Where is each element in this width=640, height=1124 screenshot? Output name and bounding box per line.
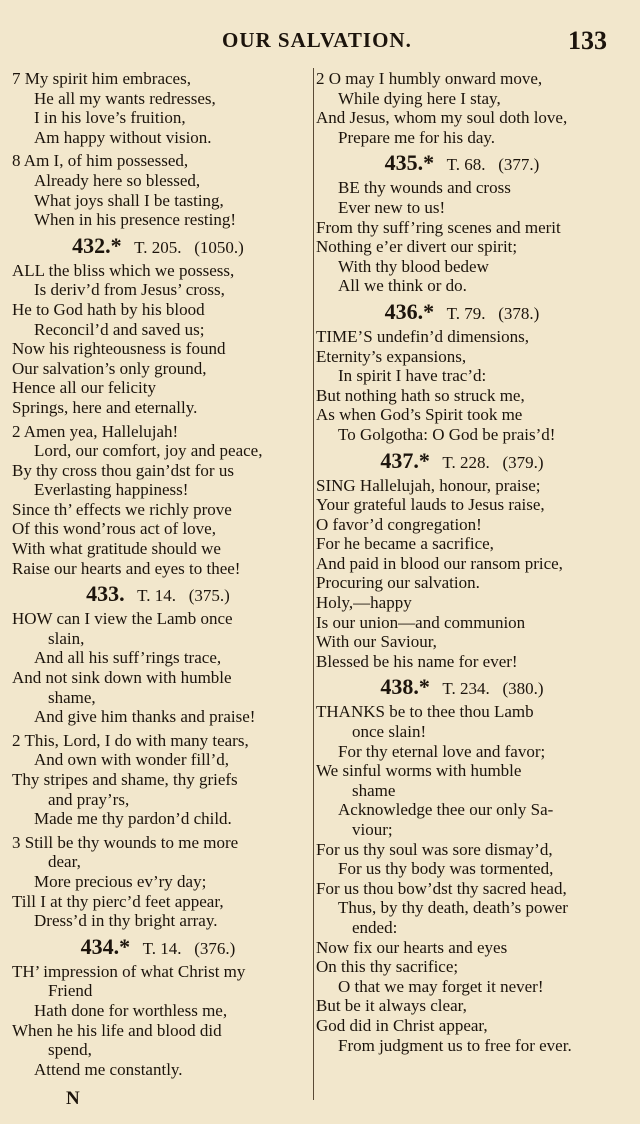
running-title: OUR SALVATION. (222, 28, 412, 52)
verse-line: Am happy without vision. (34, 127, 212, 147)
verse-line: O that we may forget it never! (338, 976, 544, 996)
hymn-433 (12, 609, 304, 931)
verse-line: 2 O may I humbly onward move, (316, 69, 543, 88)
hymn-ref: (376.) (194, 938, 236, 958)
hymn-tune: T. 79. (446, 303, 486, 323)
verse-line: Thy stripes and shame, thy griefs (12, 770, 238, 789)
signature-mark: N (66, 1088, 80, 1109)
verse-line: And Jesus, whom my soul doth love, (316, 108, 568, 128)
verse-line: ALL the bliss which we possess, (12, 260, 235, 280)
hymn-number: 432.* (72, 232, 122, 258)
verse-line: O favor’d congregation! (316, 514, 482, 534)
right-column (316, 69, 608, 1055)
hymn-ref: (378.) (498, 303, 540, 323)
verse-line: Raise our hearts and eyes to thee! (12, 558, 241, 578)
verse-line: Nothing e’er divert our spirit; (316, 237, 518, 257)
verse-line: spend, (48, 1040, 92, 1060)
verse-line: Springs, here and eternally. (12, 397, 198, 417)
hymn-ref: (380.) (502, 679, 544, 699)
verse-line: Hath done for worthless me, (34, 1000, 228, 1020)
hymn-header (316, 445, 608, 476)
hymn-tune: T. 205. (134, 237, 182, 257)
verse-line: Eternity’s expansions, (316, 346, 467, 366)
verse-line: To Golgotha: O God be prais’d! (338, 424, 556, 444)
verse-line: For us thy body was tormented, (338, 859, 554, 879)
verse-line: Now fix our hearts and eyes (316, 937, 508, 957)
hymn-tune: T. 68. (446, 155, 486, 175)
verse-line: And paid in blood our ransom price, (316, 553, 563, 573)
hymn-435 (316, 178, 608, 296)
verse-line: Thus, by thy death, death’s power (338, 898, 568, 918)
verse-line: By thy cross thou gain’dst for us (12, 460, 234, 480)
verse-line: As when God’s Spirit took me (316, 405, 523, 425)
verse-line: Holy,—happy (316, 593, 412, 613)
verse-line: Ever new to us! (338, 197, 446, 217)
verse-line: For he became a sacrifice, (316, 534, 494, 554)
verse-line: Dress’d in thy bright array. (34, 911, 218, 931)
verse-line: slain, (48, 628, 85, 648)
hymn-header (12, 931, 304, 962)
page-number: 133 (568, 26, 607, 55)
verse-line: While dying here I stay, (338, 88, 501, 108)
hymn-header (12, 230, 304, 261)
verse-line: He all my wants redresses, (34, 88, 216, 108)
verse-line: What joys shall I be tasting, (34, 190, 224, 210)
verse-line: Your grateful lauds to Jesus raise, (316, 495, 545, 515)
verse-line: Till I at thy pierc’d feet appear, (12, 891, 224, 911)
verse-line: 8 Am I, of him possessed, (12, 151, 189, 171)
verse-line: Prepare me for his day. (338, 127, 496, 147)
hymn-ref: (1050.) (194, 237, 244, 257)
verse-line: Of this wond’rous act of love, (12, 519, 216, 539)
verse-line: When in his presence resting! (34, 210, 237, 230)
verse-line: We sinful worms with humble (316, 761, 522, 781)
hymn-tune: T. 14. (142, 938, 182, 958)
hymn-tune: T. 234. (442, 679, 490, 699)
verse-line: With what gratitude should we (12, 539, 221, 559)
verse-line: Reconcil’d and saved us; (34, 319, 205, 339)
hymn-436 (316, 327, 608, 445)
verse-line: God did in Christ appear, (316, 1015, 488, 1035)
verse-line: ended: (352, 917, 398, 937)
verse-line: SING Hallelujah, honour, praise; (316, 475, 541, 495)
verse-line: More precious ev’ry day; (34, 871, 207, 891)
hymn-number: 436.* (384, 298, 435, 324)
verse-line: Lord, our comfort, joy and peace, (34, 441, 263, 461)
verse-line: And own with wonder fill’d, (34, 750, 230, 770)
verse-line: 7 My spirit him embraces, (12, 69, 191, 88)
verse-line: TIME’S undefin’d dimensions, (316, 326, 529, 346)
hymn-header (316, 147, 608, 178)
verse-line: HOW can I view the Lamb once (12, 609, 233, 629)
running-head (0, 28, 640, 58)
verse-line: Procuring our salvation. (316, 573, 480, 593)
verse-line: For thy eternal love and favor; (338, 741, 546, 761)
hymn-ref: (375.) (188, 586, 230, 606)
verse-line: For us thy soul was sore dismay’d, (316, 839, 553, 859)
verse-line: 2 Amen yea, Hallelujah! (12, 421, 179, 441)
verse-line: shame, (48, 687, 96, 707)
verse-line: Made me thy pardon’d child. (34, 809, 232, 829)
verse-line: Everlasting happiness! (34, 480, 189, 500)
verse-line: All we think or do. (338, 276, 467, 296)
verse-line: 3 Still be thy wounds to me more (12, 832, 239, 852)
hymn-number: 435.* (384, 150, 435, 176)
hymn-number: 434.* (80, 933, 131, 959)
verse-line: dear, (48, 852, 81, 872)
verse-line: once slain! (352, 722, 427, 742)
verse-line: Blessed be his name for ever! (316, 651, 518, 671)
verse-line: But be it always clear, (316, 996, 467, 1016)
verse-line: On this thy sacrifice; (316, 957, 459, 977)
hymn-432 (12, 261, 304, 579)
column-divider (313, 68, 314, 1100)
hymn-431-continued (12, 69, 304, 230)
verse-line: And give him thanks and praise! (34, 707, 256, 727)
verse-line: I in his love’s fruition, (34, 108, 186, 128)
verse-line: From thy suff’ring scenes and merit (316, 217, 561, 237)
hymn-header (12, 578, 304, 609)
verse-line: and pray’rs, (48, 789, 130, 809)
hymn-437 (316, 476, 608, 672)
hymn-434 (12, 962, 304, 1080)
verse-line: shame (352, 780, 396, 800)
hymn-438 (316, 702, 608, 1055)
verse-line: THANKS be to thee thou Lamb (316, 702, 534, 722)
hymn-header (316, 296, 608, 327)
verse-line: Now his righteousness is found (12, 339, 226, 359)
verse-line: BE thy wounds and cross (338, 178, 511, 198)
verse-line: And all his suff’rings trace, (34, 648, 222, 668)
hymn-number: 433. (86, 581, 125, 607)
verse-line: Our salvation’s only ground, (12, 358, 207, 378)
verse-line: Friend (48, 981, 93, 1001)
verse-line: He to God hath by his blood (12, 299, 205, 319)
verse-line: Acknowledge thee our only Sa- (338, 800, 554, 820)
verse-line: But nothing hath so struck me, (316, 385, 525, 405)
hymn-434-continued (316, 69, 608, 147)
hymn-tune: T. 228. (442, 452, 490, 472)
hymn-number: 438.* (380, 674, 430, 700)
verse-line: When he his life and blood did (12, 1020, 222, 1040)
verse-line: 2 This, Lord, I do with many tears, (12, 730, 249, 750)
hymn-ref: (379.) (502, 452, 544, 472)
verse-line: TH’ impression of what Christ my (12, 961, 246, 981)
verse-line: viour; (352, 820, 393, 839)
hymn-header (316, 671, 608, 702)
verse-line: For us thou bow’dst thy sacred head, (316, 878, 567, 898)
verse-line: And not sink down with humble (12, 668, 232, 688)
verse-line: With our Saviour, (316, 632, 437, 652)
verse-line: With thy blood bedew (338, 256, 489, 276)
verse-line: Is our union—and communion (316, 612, 526, 632)
verse-line: From judgment us to free for ever. (338, 1035, 572, 1055)
verse-line: Hence all our felicity (12, 378, 156, 398)
verse-line: Already here so blessed, (34, 170, 201, 190)
verse-line: In spirit I have trac’d: (338, 366, 487, 386)
left-column (12, 69, 304, 1079)
hymn-ref: (377.) (498, 155, 540, 175)
verse-line: Since th’ effects we richly prove (12, 499, 232, 519)
verse-line: Is deriv’d from Jesus’ cross, (34, 280, 225, 300)
hymn-tune: T. 14. (137, 586, 176, 606)
hymn-number: 437.* (380, 447, 430, 473)
verse-line: Attend me constantly. (34, 1059, 183, 1079)
